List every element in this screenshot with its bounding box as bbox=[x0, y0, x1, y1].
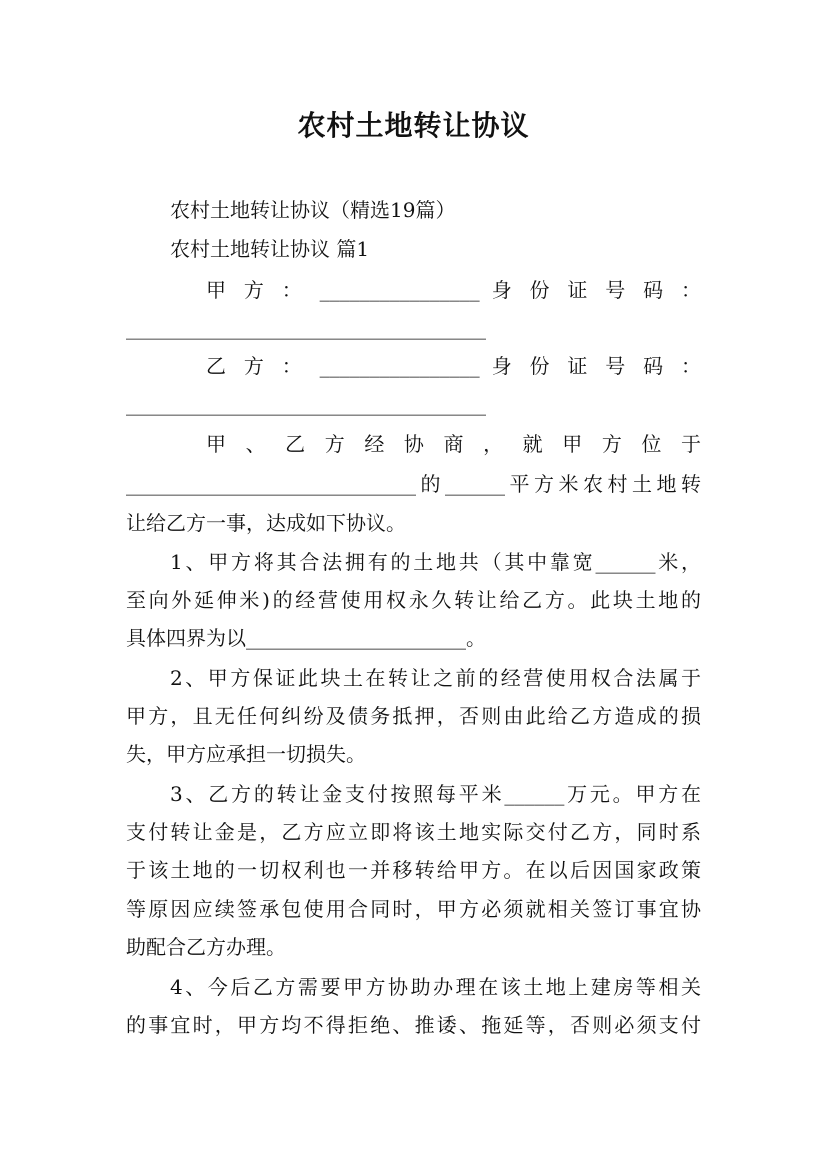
clause-3-line: 等原因应续签承包使用合同时，甲方必须就相关签订事宜协 bbox=[126, 897, 701, 921]
clause-1-line: 至向外延伸米)的经营使用权永久转让给乙方。此块土地的 bbox=[126, 588, 701, 612]
clause-2-line: 2、甲方保证此块土在转让之前的经营使用权合法属于 bbox=[170, 666, 701, 690]
clause-3-line: 于该土地的一切权利也一并移转给甲方。在以后因国家政策 bbox=[126, 858, 701, 882]
clause-2-line: 失，甲方应承担一切损失。 bbox=[126, 742, 366, 766]
clause-3-line: 助配合乙方办理。 bbox=[126, 935, 286, 959]
clause-1-line: 1、甲方将其合法拥有的土地共（其中靠宽______米， bbox=[170, 550, 701, 574]
clause-4-line: 的事宜时，甲方均不得拒绝、推诿、拖延等，否则必须支付 bbox=[126, 1013, 701, 1037]
clause-2-line: 甲方，且无任何纠纷及债务抵押，否则由此给乙方造成的损 bbox=[126, 704, 701, 728]
party-b-id-blank: ____________________________________ bbox=[126, 392, 486, 416]
intro-paragraph-line: _____________________________的______平方米农村土地转 bbox=[126, 472, 701, 496]
clause-3-line: 3、乙方的转让金支付按照每平米______万元。甲方在 bbox=[170, 782, 701, 806]
subtitle-line: 农村土地转让协议（精选19篇） bbox=[170, 198, 456, 222]
intro-paragraph-line: 甲 、 乙 方 经 协 商 ， 就 甲 方 位 于 bbox=[206, 432, 701, 456]
party-a-id-blank: ____________________________________ bbox=[126, 316, 486, 340]
intro-paragraph-line: 让给乙方一事，达成如下协议。 bbox=[126, 511, 406, 535]
clause-4-line: 4、今后乙方需要甲方协助办理在该土地上建房等相关 bbox=[170, 975, 701, 999]
party-b-line: 乙 方 ： ________________ 身 份 证 号 码 ： bbox=[206, 354, 701, 378]
document-title: 农村土地转让协议 bbox=[297, 109, 530, 142]
clause-3-line: 支付转让金是，乙方应立即将该土地实际交付乙方，同时系 bbox=[126, 820, 701, 844]
section-heading: 农村土地转让协议 篇1 bbox=[170, 237, 370, 261]
party-a-line: 甲 方 ： ________________ 身 份 证 号 码 ： bbox=[206, 278, 701, 302]
clause-1-line: 具体四界为以______________________。 bbox=[126, 626, 486, 650]
